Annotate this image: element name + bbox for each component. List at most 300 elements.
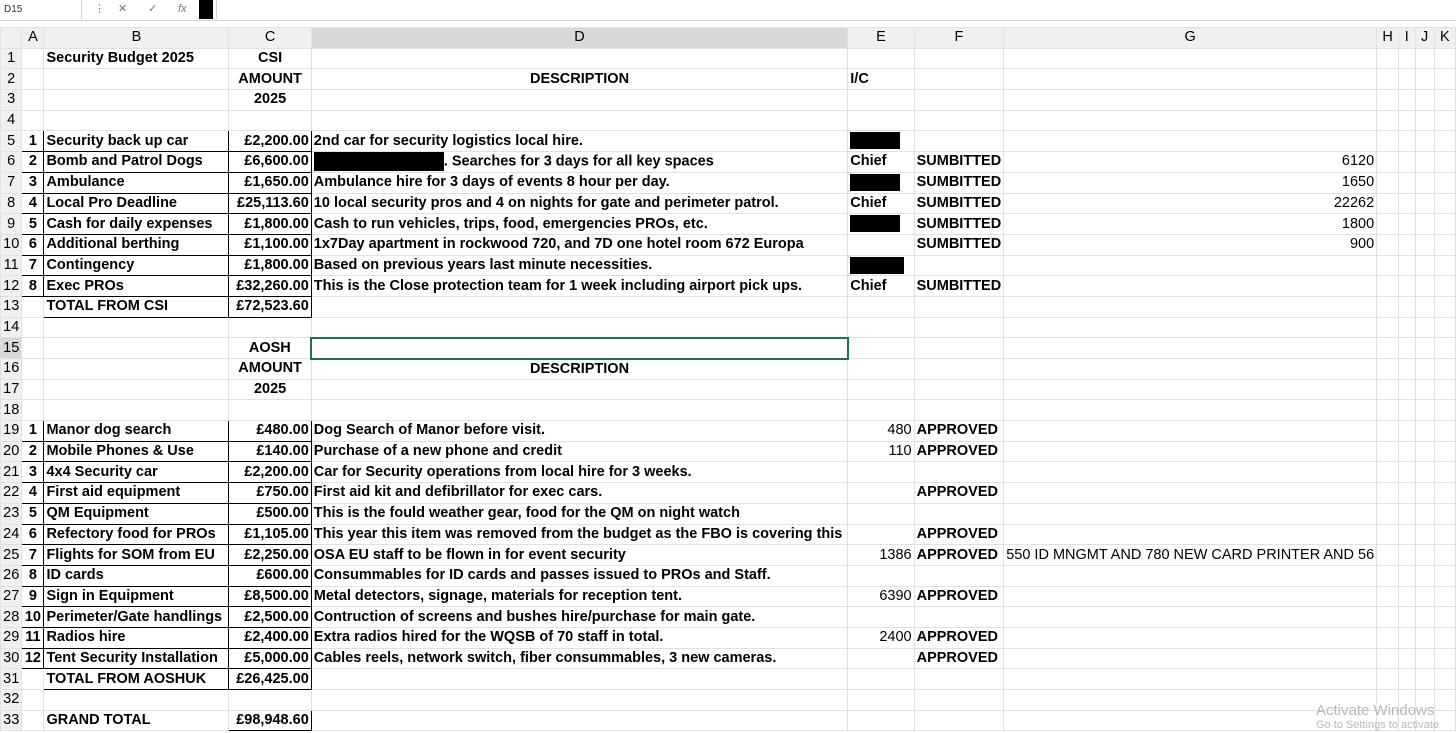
g-value[interactable]: 1800 [1004,214,1377,235]
cell-h3[interactable] [1377,90,1399,111]
row-header-17[interactable]: 17 [1,379,22,400]
column-header-b[interactable]: B [44,28,229,49]
cell-a3[interactable] [22,90,44,111]
item-amount[interactable]: £2,200.00 [229,462,311,483]
cell-e16[interactable] [848,359,914,380]
status-badge[interactable]: APPROVED [914,627,1004,648]
cell-b17[interactable] [44,379,229,400]
cell-g30[interactable] [1004,648,1377,669]
column-header-h[interactable]: H [1377,28,1399,49]
row-header-32[interactable]: 32 [1,690,22,711]
column-header-d[interactable]: D [311,28,847,49]
cell-e26[interactable] [848,565,914,586]
item-description[interactable]: Cables reels, network switch, fiber consummables, 3 new cameras. [311,648,847,669]
cell-h31[interactable] [1377,669,1399,690]
item-amount[interactable]: £500.00 [229,503,311,524]
cell-a4[interactable] [22,110,44,131]
cell-f33[interactable] [914,710,1004,731]
cell-k24[interactable] [1434,524,1455,545]
cell-k25[interactable] [1434,545,1455,566]
cell-k30[interactable] [1434,648,1455,669]
cell-a16[interactable] [22,359,44,380]
cell-i7[interactable] [1399,172,1415,193]
status-badge[interactable]: APPROVED [914,483,1004,504]
cell-e32[interactable] [848,690,914,711]
item-amount[interactable]: £1,800.00 [229,255,311,276]
cell-g16[interactable] [1004,359,1377,380]
column-header-a[interactable]: A [22,28,44,49]
item-name[interactable]: Radios hire [44,627,229,648]
row-header-13[interactable]: 13 [1,296,22,317]
row-header-3[interactable]: 3 [1,90,22,111]
status-badge[interactable]: SUMBITTED [914,152,1004,173]
cell-j9[interactable] [1415,214,1434,235]
cell-h15[interactable] [1377,338,1399,359]
cell-f31[interactable] [914,669,1004,690]
cell-j29[interactable] [1415,627,1434,648]
ic-header[interactable]: I/C [848,69,914,90]
cell-i25[interactable] [1399,545,1415,566]
item-amount[interactable]: £750.00 [229,483,311,504]
cell-g22[interactable] [1004,483,1377,504]
cell-k8[interactable] [1434,193,1455,214]
cell-a31[interactable] [22,669,44,690]
item-amount[interactable]: £1,650.00 [229,172,311,193]
item-amount[interactable]: £25,113.60 [229,193,311,214]
item-name[interactable]: Flights for SOM from EU [44,545,229,566]
item-name[interactable]: Local Pro Deadline [44,193,229,214]
item-number[interactable]: 4 [22,483,44,504]
spreadsheet-grid[interactable] [0,27,1456,733]
cell-g20[interactable] [1004,441,1377,462]
cell-h19[interactable] [1377,421,1399,442]
cell-f15[interactable] [914,338,1004,359]
cell-d4[interactable] [311,110,847,131]
row-header-24[interactable]: 24 [1,524,22,545]
cancel-icon[interactable]: ✕ [118,3,128,15]
cell-e30[interactable] [848,648,914,669]
cell-d32[interactable] [311,690,847,711]
row-header-23[interactable]: 23 [1,503,22,524]
cell-g27[interactable] [1004,586,1377,607]
cell-k5[interactable] [1434,131,1455,152]
status-badge[interactable]: SUMBITTED [914,234,1004,255]
item-number[interactable]: 11 [22,627,44,648]
cell-j16[interactable] [1415,359,1434,380]
formula-input[interactable] [216,0,1456,19]
row-header-28[interactable]: 28 [1,607,22,628]
e-value[interactable]: 2400 [848,627,914,648]
row-header-7[interactable]: 7 [1,172,22,193]
cell-i14[interactable] [1399,317,1415,338]
cell-h26[interactable] [1377,565,1399,586]
cell-g14[interactable] [1004,317,1377,338]
cell-f28[interactable] [914,607,1004,628]
item-description[interactable]: This year this item was removed from the budget as the FBO is covering this [311,524,847,545]
cell-k9[interactable] [1434,214,1455,235]
cell-k7[interactable] [1434,172,1455,193]
column-header-c[interactable]: C [229,28,311,49]
cell-i18[interactable] [1399,400,1415,421]
cell-h28[interactable] [1377,607,1399,628]
cell-g15[interactable] [1004,338,1377,359]
cell-e10[interactable] [848,234,914,255]
cell-h23[interactable] [1377,503,1399,524]
cell-i11[interactable] [1399,255,1415,276]
cell-d31[interactable] [311,669,847,690]
cell-e31[interactable] [848,669,914,690]
status-badge[interactable]: SUMBITTED [914,172,1004,193]
cell-j12[interactable] [1415,276,1434,297]
cell-f1[interactable] [914,48,1004,69]
aosh-label[interactable]: AOSH [229,338,311,359]
row-header-20[interactable]: 20 [1,441,22,462]
row-header-9[interactable]: 9 [1,214,22,235]
row-header-1[interactable]: 1 [1,48,22,69]
cell-b18[interactable] [44,400,229,421]
row-header-31[interactable]: 31 [1,669,22,690]
g-value[interactable]: 1650 [1004,172,1377,193]
cell-j5[interactable] [1415,131,1434,152]
cell-e15[interactable] [848,338,914,359]
cell-i4[interactable] [1399,110,1415,131]
cell-h25[interactable] [1377,545,1399,566]
status-badge[interactable]: SUMBITTED [914,193,1004,214]
item-number[interactable]: 1 [22,131,44,152]
cell-f23[interactable] [914,503,1004,524]
cell-e7[interactable] [848,172,914,193]
row-header-18[interactable]: 18 [1,400,22,421]
cell-a33[interactable] [22,710,44,731]
cell-k20[interactable] [1434,441,1455,462]
cell-b2[interactable] [44,69,229,90]
cell-i20[interactable] [1399,441,1415,462]
cell-j24[interactable] [1415,524,1434,545]
cell-g17[interactable] [1004,379,1377,400]
item-number[interactable]: 5 [22,503,44,524]
item-description[interactable]: Extra radios hired for the WQSB of 70 staff in total. [311,627,847,648]
amount-label[interactable]: AMOUNT [229,359,311,380]
item-description[interactable]: 2nd car for security logistics local hire. [311,131,847,152]
cell-f21[interactable] [914,462,1004,483]
cell-g5[interactable] [1004,131,1377,152]
cell-i30[interactable] [1399,648,1415,669]
cell-k12[interactable] [1434,276,1455,297]
item-number[interactable]: 10 [22,607,44,628]
cell-a32[interactable] [22,690,44,711]
cell-f13[interactable] [914,296,1004,317]
amount-label[interactable]: AMOUNT [229,69,311,90]
item-amount[interactable]: £8,500.00 [229,586,311,607]
item-number[interactable]: 2 [22,441,44,462]
ic-value[interactable]: Chief [848,193,914,214]
column-header-j[interactable]: J [1415,28,1434,49]
item-name[interactable]: First aid equipment [44,483,229,504]
cell-c18[interactable] [229,400,311,421]
cell-a15[interactable] [22,338,44,359]
column-header-f[interactable]: F [914,28,1004,49]
cell-c4[interactable] [229,110,311,131]
cell-k18[interactable] [1434,400,1455,421]
cell-e17[interactable] [848,379,914,400]
item-amount[interactable]: £32,260.00 [229,276,311,297]
item-amount[interactable]: £600.00 [229,565,311,586]
cell-c32[interactable] [229,690,311,711]
cell-g12[interactable] [1004,276,1377,297]
cell-h14[interactable] [1377,317,1399,338]
cell-k3[interactable] [1434,90,1455,111]
cell-h16[interactable] [1377,359,1399,380]
row-header-21[interactable]: 21 [1,462,22,483]
item-name[interactable]: ID cards [44,565,229,586]
item-amount[interactable]: £2,200.00 [229,131,311,152]
cell-h10[interactable] [1377,234,1399,255]
name-box[interactable]: D15 [0,0,82,19]
item-amount[interactable]: £1,105.00 [229,524,311,545]
item-name[interactable]: Cash for daily expenses [44,214,229,235]
grand-total-label[interactable]: GRAND TOTAL [44,710,229,731]
cell-g24[interactable] [1004,524,1377,545]
cell-h1[interactable] [1377,48,1399,69]
cell-j26[interactable] [1415,565,1434,586]
cell-i26[interactable] [1399,565,1415,586]
cell-e13[interactable] [848,296,914,317]
cell-h6[interactable] [1377,152,1399,173]
cell-k10[interactable] [1434,234,1455,255]
row-header-5[interactable]: 5 [1,131,22,152]
cell-i24[interactable] [1399,524,1415,545]
row-header-10[interactable]: 10 [1,234,22,255]
e-value[interactable]: 480 [848,421,914,442]
cell-k27[interactable] [1434,586,1455,607]
cell-e24[interactable] [848,524,914,545]
cell-g21[interactable] [1004,462,1377,483]
csi-total-value[interactable]: £72,523.60 [229,296,311,317]
cell-i31[interactable] [1399,669,1415,690]
cell-f18[interactable] [914,400,1004,421]
item-name[interactable]: Ambulance [44,172,229,193]
cell-j22[interactable] [1415,483,1434,504]
status-badge[interactable]: APPROVED [914,586,1004,607]
cell-d17[interactable] [311,379,847,400]
item-description[interactable]: This is the Close protection team for 1 week including airport pick ups. [311,276,847,297]
cell-i6[interactable] [1399,152,1415,173]
cell-b14[interactable] [44,317,229,338]
status-badge[interactable]: APPROVED [914,441,1004,462]
item-description[interactable]: Car for Security operations from local hire for 3 weeks. [311,462,847,483]
item-name[interactable]: Additional berthing [44,234,229,255]
cell-i12[interactable] [1399,276,1415,297]
cell-a18[interactable] [22,400,44,421]
row-header-2[interactable]: 2 [1,69,22,90]
cell-j20[interactable] [1415,441,1434,462]
item-description[interactable]: Purchase of a new phone and credit [311,441,847,462]
item-name[interactable]: Contingency [44,255,229,276]
cell-d13[interactable] [311,296,847,317]
item-amount[interactable]: £2,500.00 [229,607,311,628]
cell-i10[interactable] [1399,234,1415,255]
cell-j18[interactable] [1415,400,1434,421]
cell-i28[interactable] [1399,607,1415,628]
status-badge[interactable]: APPROVED [914,421,1004,442]
cell-f5[interactable] [914,131,1004,152]
cell-j2[interactable] [1415,69,1434,90]
cell-k29[interactable] [1434,627,1455,648]
cell-f11[interactable] [914,255,1004,276]
cell-i29[interactable] [1399,627,1415,648]
check-icon[interactable]: ✓ [148,3,158,15]
row-header-33[interactable]: 33 [1,710,22,731]
row-header-29[interactable]: 29 [1,627,22,648]
cell-g18[interactable] [1004,400,1377,421]
item-description[interactable]: OSA EU staff to be flown in for event security [311,545,847,566]
cell-b32[interactable] [44,690,229,711]
cell-j28[interactable] [1415,607,1434,628]
cell-e14[interactable] [848,317,914,338]
cell-k6[interactable] [1434,152,1455,173]
fx-icon[interactable]: fx [178,3,187,15]
cell-d18[interactable] [311,400,847,421]
item-description[interactable]: Dog Search of Manor before visit. [311,421,847,442]
cell-g2[interactable] [1004,69,1377,90]
cell-j30[interactable] [1415,648,1434,669]
cell-j10[interactable] [1415,234,1434,255]
item-number[interactable]: 2 [22,152,44,173]
status-badge[interactable]: SUMBITTED [914,276,1004,297]
cell-g23[interactable] [1004,503,1377,524]
status-badge[interactable]: APPROVED [914,524,1004,545]
row-header-16[interactable]: 16 [1,359,22,380]
cell-c14[interactable] [229,317,311,338]
cell-f4[interactable] [914,110,1004,131]
csi-total-label[interactable]: TOTAL FROM CSI [44,296,229,317]
item-amount[interactable]: £5,000.00 [229,648,311,669]
cell-i21[interactable] [1399,462,1415,483]
column-header-i[interactable]: I [1399,28,1415,49]
cell-i27[interactable] [1399,586,1415,607]
item-description[interactable]: Cash to run vehicles, trips, food, emergencies PROs, etc. [311,214,847,235]
item-number[interactable]: 3 [22,172,44,193]
cell-e4[interactable] [848,110,914,131]
cell-d3[interactable] [311,90,847,111]
note-value[interactable]: 550 ID MNGMT AND 780 NEW CARD PRINTER AND 56 [1004,545,1377,566]
item-description[interactable]: First aid kit and defibrillator for exec cars. [311,483,847,504]
cell-h30[interactable] [1377,648,1399,669]
cell-b4[interactable] [44,110,229,131]
row-header-4[interactable]: 4 [1,110,22,131]
cell-k1[interactable] [1434,48,1455,69]
cell-i2[interactable] [1399,69,1415,90]
description-header[interactable]: DESCRIPTION [311,359,847,380]
cell-j19[interactable] [1415,421,1434,442]
item-name[interactable]: Tent Security Installation [44,648,229,669]
cell-j25[interactable] [1415,545,1434,566]
cell-f26[interactable] [914,565,1004,586]
description-header[interactable]: DESCRIPTION [311,69,847,90]
item-number[interactable]: 8 [22,276,44,297]
cell-j31[interactable] [1415,669,1434,690]
item-amount[interactable]: £1,800.00 [229,214,311,235]
row-header-26[interactable]: 26 [1,565,22,586]
item-name[interactable]: Perimeter/Gate handlings [44,607,229,628]
grand-total-value[interactable]: £98,948.60 [229,710,311,731]
ic-value[interactable]: Chief [848,276,914,297]
cell-g1[interactable] [1004,48,1377,69]
item-description[interactable]: Consummables for ID cards and passes issued to PROs and Staff. [311,565,847,586]
cell-j14[interactable] [1415,317,1434,338]
cell-j8[interactable] [1415,193,1434,214]
row-header-8[interactable]: 8 [1,193,22,214]
status-badge[interactable]: APPROVED [914,545,1004,566]
status-badge[interactable]: APPROVED [914,648,1004,669]
cell-k26[interactable] [1434,565,1455,586]
aosh-total-label[interactable]: TOTAL FROM AOSHUK [44,669,229,690]
row-header-30[interactable]: 30 [1,648,22,669]
cell-h8[interactable] [1377,193,1399,214]
cell-k19[interactable] [1434,421,1455,442]
item-number[interactable]: 7 [22,545,44,566]
cell-f2[interactable] [914,69,1004,90]
item-name[interactable]: Mobile Phones & Use [44,441,229,462]
cell-h11[interactable] [1377,255,1399,276]
row-header-15[interactable]: 15 [1,338,22,359]
cell-e28[interactable] [848,607,914,628]
cell-h9[interactable] [1377,214,1399,235]
csi-label[interactable]: CSI [229,48,311,69]
cell-j1[interactable] [1415,48,1434,69]
cell-j15[interactable] [1415,338,1434,359]
cell-d33[interactable] [311,710,847,731]
cell-f14[interactable] [914,317,1004,338]
item-name[interactable]: Exec PROs [44,276,229,297]
item-description[interactable]: Contruction of screens and bushes hire/purchase for main gate. [311,607,847,628]
cell-b16[interactable] [44,359,229,380]
item-number[interactable]: 7 [22,255,44,276]
cell-h29[interactable] [1377,627,1399,648]
cell-i16[interactable] [1399,359,1415,380]
selected-cell[interactable] [311,338,847,359]
cell-a13[interactable] [22,296,44,317]
cell-i15[interactable] [1399,338,1415,359]
cell-g4[interactable] [1004,110,1377,131]
column-header-k[interactable]: K [1434,28,1455,49]
cell-g29[interactable] [1004,627,1377,648]
row-header-19[interactable]: 19 [1,421,22,442]
cell-a1[interactable] [22,48,44,69]
row-header-6[interactable]: 6 [1,152,22,173]
item-number[interactable]: 3 [22,462,44,483]
cell-i9[interactable] [1399,214,1415,235]
item-name[interactable]: Sign in Equipment [44,586,229,607]
year-label[interactable]: 2025 [229,90,311,111]
e-value[interactable]: 6390 [848,586,914,607]
cell-k11[interactable] [1434,255,1455,276]
g-value[interactable]: 900 [1004,234,1377,255]
cell-i19[interactable] [1399,421,1415,442]
item-number[interactable]: 6 [22,234,44,255]
item-number[interactable]: 5 [22,214,44,235]
item-name[interactable]: 4x4 Security car [44,462,229,483]
select-all-corner[interactable] [1,28,22,49]
cell-h21[interactable] [1377,462,1399,483]
cell-k15[interactable] [1434,338,1455,359]
cell-g31[interactable] [1004,669,1377,690]
cell-h2[interactable] [1377,69,1399,90]
cell-d14[interactable] [311,317,847,338]
cell-j27[interactable] [1415,586,1434,607]
cell-g13[interactable] [1004,296,1377,317]
cell-h13[interactable] [1377,296,1399,317]
